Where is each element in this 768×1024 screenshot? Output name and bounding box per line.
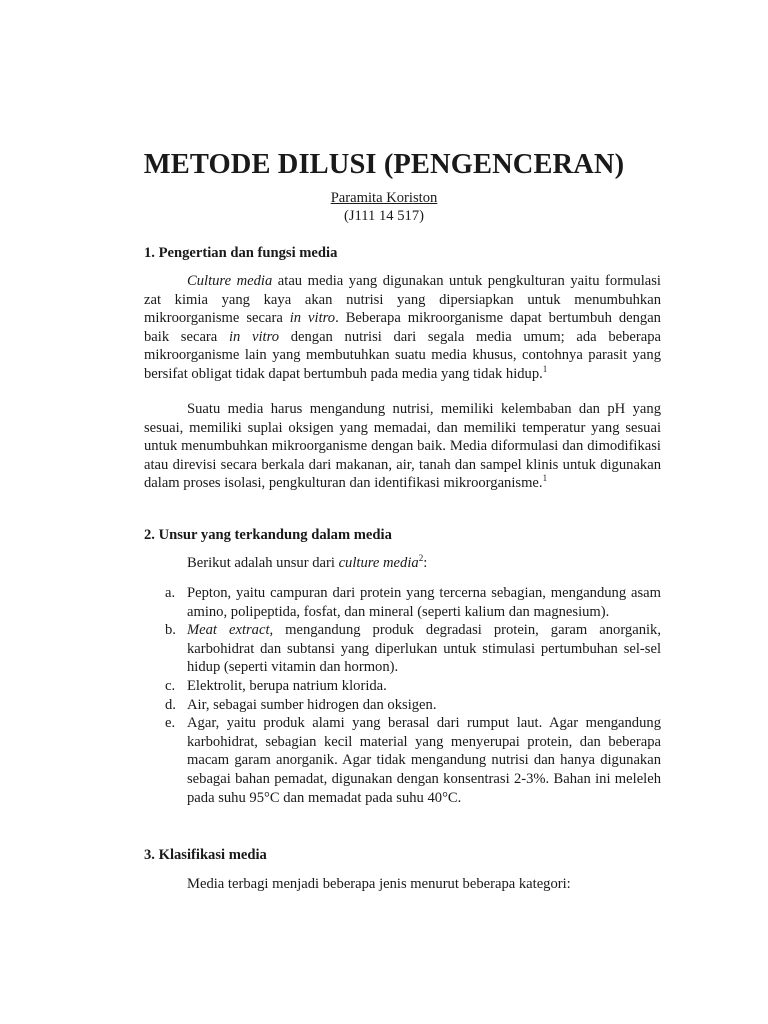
section-2-intro — [187, 554, 427, 572]
section-3-heading: 3. Klasifikasi media — [144, 847, 267, 863]
culture-media-term: Culture media — [187, 273, 273, 289]
document-title: METODE DILUSI (PENGENCERAN) — [143, 149, 625, 180]
footnote-ref: 1 — [542, 363, 548, 374]
author-name: Paramita Koriston — [330, 190, 438, 206]
section-1-heading: 1. Pengertian dan fungsi media — [144, 245, 338, 261]
list-item-text: , mengandung produk degradasi protein, garam anorganik, karbohidrat dan subtansi yang diperlukan untuk stimulasi pertumbuhan sel-sel hidup (seperti vitamin dan hormon). — [187, 622, 662, 676]
list-item-text: Pepton, yaitu campuran dari protein yang tercerna sebagian, mengandung asam amino, polipeptida, fosfat, dan mineral (seperti kalium dan magnesium). — [187, 585, 661, 620]
list-marker: a. — [165, 585, 176, 601]
list-item — [144, 714, 661, 807]
section-3-intro: Media terbagi menjadi beberapa jenis menurut beberapa kategori: — [187, 876, 571, 892]
intro-text: : — [423, 555, 428, 571]
section-1-paragraph-2 — [144, 400, 661, 493]
list-item-text: Elektrolit, berupa natrium klorida. — [187, 677, 387, 694]
list-item — [144, 584, 661, 621]
footnote-ref: 1 — [542, 473, 548, 484]
in-vitro-term: in vitro — [289, 310, 336, 327]
list-marker: d. — [165, 696, 176, 713]
list-item — [144, 677, 661, 696]
paragraph-text: dengan nutrisi dari segala media umum; ada beberapa mikroorganisme lain yang membutuhkan suatu media khusus, contohnya parasit yang bersifat obligat tidak dapat bertumbuh pada media yang tidak hidup. — [144, 328, 661, 382]
media-components-list — [144, 584, 661, 807]
list-marker: c. — [165, 677, 176, 694]
list-item-text: Agar, yaitu produk alami yang berasal dari rumput laut. Agar mengandung karbohidrat, sebagian kecil material yang menyerupai protein, dan beberapa macam garam anorganik. Agar tidak mengandung nutrisi dan hanya digunakan sebagai bahan pemadat, digunakan dengan konsentrasi 2-3%. Bahan ini meleleh pada suhu 95°C dan memadat pada suhu 40°C. — [187, 715, 661, 806]
section-1-paragraph-1 — [144, 272, 661, 384]
footnote-ref: 2 — [418, 553, 424, 563]
intro-text: Berikut adalah unsur dari — [187, 555, 339, 571]
list-marker: e. — [165, 715, 176, 732]
section-2-heading: 2. Unsur yang terkandung dalam media — [144, 527, 392, 543]
list-marker: b. — [165, 622, 176, 639]
paragraph-text: Suatu media harus mengandung nutrisi, memiliki kelembaban dan pH yang sesuai, memiliki suplai oksigen yang memadai, dan memiliki temperatur yang sesuai untuk menumbuhkan mikroorganisme dengan baik. Media diformulasi dan dimodifikasi atau direvisi secara berkala dari makanan, air, tanah dan sampel klinis untuk digunakan dalam proses isolasi, pengkulturan dan identifikasi mikroorganisme. — [144, 401, 661, 492]
paragraph-text: atau media yang digunakan untuk pengkulturan yaitu formulasi zat kimia yang kaya akan nutrisi yang dipersiapkan untuk menumbuhkan mikroorganisme secara — [144, 273, 661, 327]
meat-extract-term: Meat extract — [187, 622, 270, 639]
paragraph-text: . Beberapa mikroorganisme dapat bertumbuh dengan baik secara — [144, 310, 661, 345]
in-vitro-term: in vitro — [228, 328, 280, 345]
author-block — [0, 189, 768, 225]
culture-media-term: culture media — [338, 555, 419, 571]
list-item-text: Air, sebagai sumber hidrogen dan oksigen. — [187, 696, 437, 713]
list-item — [144, 696, 661, 715]
student-id: (J111 14 517) — [344, 208, 424, 224]
list-item-text — [187, 621, 661, 677]
list-item — [144, 621, 661, 677]
